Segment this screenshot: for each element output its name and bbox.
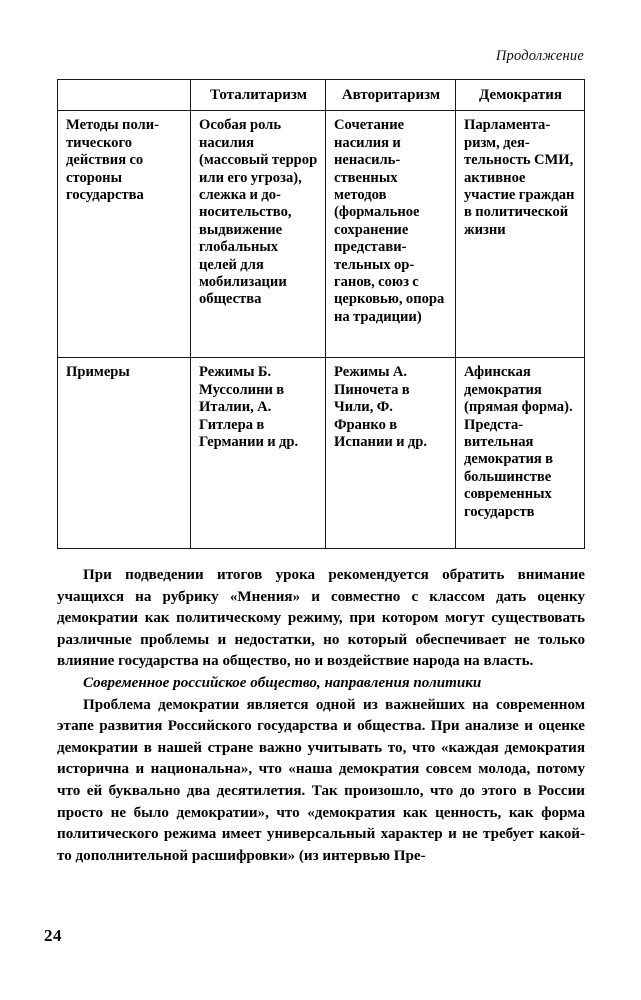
cell-examples-authoritarianism: Режимы А. Пиночета в Чили, Ф. Франко в Испании и др. bbox=[326, 358, 456, 549]
table-header-row bbox=[58, 80, 585, 111]
paragraph-lesson-summary: При подведении итогов урока рекомендуется обратить внимание учащихся на рубрику «Мнения» и совместно с классом дать оценку демократии как политическому режиму, при котором могут существовать различные проблемы и недостатки, но который обеспечивает не только влияние государства на общество, но и воздействие народа на власть. bbox=[57, 567, 585, 670]
table-header-totalitarianism: Тоталитаризм bbox=[191, 80, 326, 111]
cell-methods-totalitarianism: Особая роль насилия (массовый террор или его угроза), слежка и доносительство, выдвижение глобальных целей для мобилизации общества bbox=[191, 111, 326, 358]
comparison-table-wrapper bbox=[57, 79, 584, 549]
paragraph-democracy-problem: Проблема демократии является одной из важнейших на современном этапе развития Российского государства и общества. При анализе и оценке демократии в нашей стране важно учитывать то, что «каждая демократия исторична и национальна», что «наша демократия совсем молода, потому что ей буквально два десятилетия. Так произошло, что до этого в России просто не было демократии», что «демократия как ценность, как форма политического режима имеет универсальный характер и не требует какой-то дополнительной расшифровки» (из интервью Пре- bbox=[57, 696, 585, 864]
table-header-authoritarianism: Авторитаризм bbox=[326, 80, 456, 111]
row-label-methods: Методы политического действия со стороны государства bbox=[58, 111, 191, 358]
body-text-column bbox=[57, 565, 585, 867]
cell-methods-democracy: Парламентаризм, деятельность СМИ, активное участие граждан в политической жизни bbox=[456, 111, 585, 358]
cell-examples-democracy: Афинская демократия (прямая форма). Представительная демократия в большинстве современных государств bbox=[456, 358, 585, 549]
section-subheading: Современное российское общество, направления политики bbox=[83, 674, 482, 691]
page-number: 24 bbox=[44, 926, 62, 945]
political-regimes-table bbox=[57, 79, 585, 549]
cell-methods-authoritarianism: Сочетание насилия и ненасильственных методов (формальное сохранение представительных органов, союз с церковью, опора на традиции) bbox=[326, 111, 456, 358]
running-head: Продолжение bbox=[495, 48, 584, 64]
cell-examples-totalitarianism: Режимы Б. Муссолини в Италии, А. Гитлера в Германии и др. bbox=[191, 358, 326, 549]
table-header-democracy: Демократия bbox=[456, 80, 585, 111]
table-row bbox=[58, 358, 585, 549]
table-header-criterion bbox=[58, 80, 191, 111]
row-label-examples: Примеры bbox=[58, 358, 191, 549]
table-row bbox=[58, 111, 585, 358]
